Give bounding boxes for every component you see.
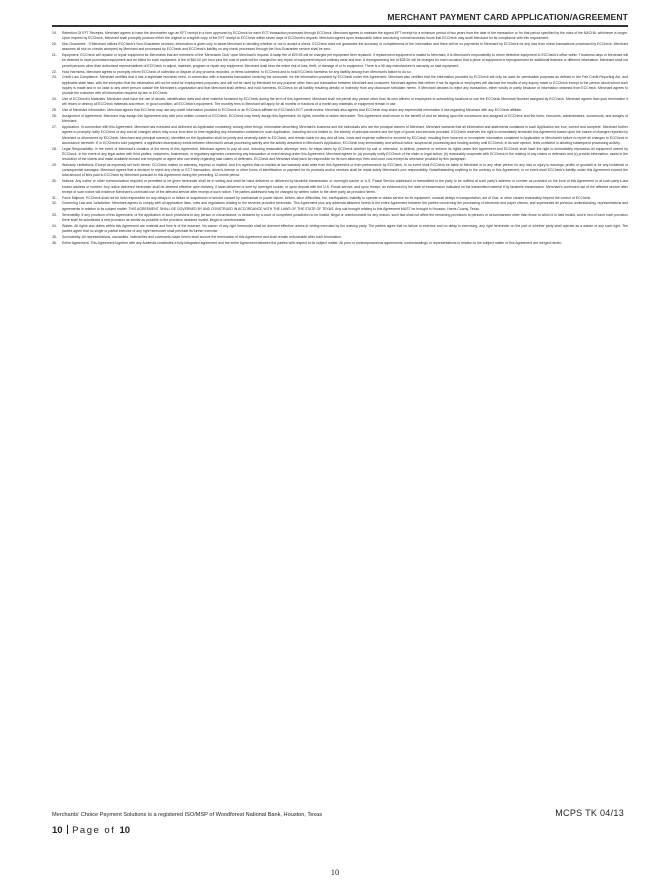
clause-text: Entire Agreement. This Agreement together with any Addenda constitutes a fully integrated agreement and the entire Agreement between the parties with respect to its subject matter. All prior or contemporaneous agreements, understandings or representations in relation to the subject matter of this Agreement are merged herein. xyxy=(62,240,563,245)
clause-number: 34. xyxy=(52,223,57,228)
clause-text: Use of Merchant Information. Merchant agrees that ECCheck may use any credit information provided to ECCheck or an ECCheck affiliate for ECCheck's ECT credit review. Merchant also agrees that ECCheck may share any experiential information it has regarding Merchant with any ECCheck affiliate. xyxy=(62,108,522,113)
clause-text: Governing Law and Jurisdiction. Merchant agrees to comply with all application laws, rules and regulations relating to the services provided hereunder. This Agreement plus any addenda attached hereto is the entire Agreement between the parties concerning the processing of electronic and paper checks, and supersedes all previous understanding, representations and agreements in relation to its subject matter. THIS AGREEMENT SHALL BE GOVERNED BY AND CONSTRUED IN ACCORDANCE WITH THE LAWS OF THE STATE OF TEXAS. Any suit brought relating to this Agreement MUST be brought in Houston, Harris County, Texas. xyxy=(62,201,628,211)
clause-number: 24. xyxy=(52,96,57,101)
page-total: 10 xyxy=(119,825,131,836)
clause-text: Application. In connection with this Agreement, Merchant has executed and delivered an Application containing, among other things, information describing Merchant's business and the individuals who are the principal owners of Merchant. Merchant warrants that all information and statements contained in such Application are true, correct and complete. Merchant further agrees to promptly notify ECCheck of any and all changes which may occur from time to time regarding any information contained in such Application, including but not limited to, the identity of principal owners and the type of goods and services provided. ECCheck reserves the right to immediately terminate this Agreement based upon the nature of changes reported by Merchant or discovered by ECCheck. Merchant and principal owner(s), identified on the Application shall be jointly and severally liable to ECCheck, and remain liable for any and all loss, costs and expense suffered or incurred by ECCheck, resulting from incorrect or incomplete information contained in Application or Merchant's failure to report all changes to ECCheck in accordance herewith. If, in ECCheck's sole judgment, a significant discrepancy exists between Merchant's actual processing activity and the activity described in Merchant's Application, ECCheck may immediately and without notice, suspend all processing and funding activity until ECCheck, in its sole opinion, feels confident in allowing subsequent processing activity. xyxy=(62,125,628,145)
clause-number: 33. xyxy=(52,212,57,217)
clause-text: Waiver. All rights and duties within this Agreement are material and time is of the essence. No waiver of any right hereunder shall be deemed effective unless in writing executed by the waiving party. The parties agree that no failure to exercise and no delay in exercising, any right hereunder on the part of whether party shall operate as a waiver of any such right. The parties agree that no single or partial exercise of any right hereunder shall preclude its further exercise. xyxy=(62,223,628,233)
clause-text: Legal Responsibility. In the event of Merchant's violation of the terms of this Agreement, Merchant agrees to pay all cost, including reasonable attorneys' fees, for steps taken by ECCheck whether by suit or otherwise, to defend, preserve or enforce its rights under this Agreement and ECCheck shall have the right to immediately repossess all equipment owned by ECCheck. In the event of any legal action with third parties, customers, businesses, or regulatory agencies concerning any transaction or event arising under this Agreement, Merchant agrees to: (a) promptly notify ECCheck of the claim or legal action; (b) reasonably cooperate with ECCheck in the making of any claims or defenses and (c) provide information, assist in the resolution of the claims and make available at least one employee or agent who can testify regarding said claims or defenses. ECCheck and Merchant shall each be responsible for its own attorneys' fees and court cost except as otherwise provided by this paragraph. xyxy=(62,146,628,162)
clause-text: Survivability. All representations, warranties, indemnities and covenants made herein shall survive the termination of this Agreement and shall remain enforceable after such termination. xyxy=(62,234,343,239)
clause-item xyxy=(52,53,628,69)
clause-text: Use of ECCheck's Materials. Merchant shall have the use of decals, identification data and other material furnished by ECCheck during the term of this Agreement. Merchant shall not permit any person other than its own officers or employees at subscribing locations to use the ECCheck Merchant Number assigned by ECCheck. Merchant agrees that upon termination it will return or destroy all ECCheck materials and return, in good condition, all ECCheck's equipment. The monthly fees to Merchant will apply for all months or fractions of a month any materials or equipment remain in use. xyxy=(62,96,628,107)
clause-number: 20. xyxy=(52,42,57,47)
clause-text: Force Majeure. ECCheck shall not be held responsible for any delays in or failure of suspension of service caused by mechanical or power failure, strikes, labor difficulties, fire, earthquakes, inability to operate or obtain service for its equipment, unusual delays in transportation, act of God, or other causes reasonably beyond the control of ECCheck. xyxy=(62,195,592,200)
clause-number: 26. xyxy=(52,113,57,118)
clause-item xyxy=(52,201,628,212)
clause-item xyxy=(52,70,628,75)
clause-number: 23. xyxy=(52,75,57,80)
clause-item xyxy=(52,42,628,53)
clause-text: Severability. If any provision of this Agreement, or the application of such provisions to any person or circumstance, is declared by a court of competent jurisdiction to be invalid, illegal or unenforceable for any reason, such fact shall not affect the remaining provisions to persons or circumstances other than those to which it is held invalid, and in lieu of each such provision there shall be substituted a new provision as similar as possible to the provision declared invalid, illegal or unenforceable. xyxy=(62,212,628,222)
clause-text: Notices. Any notice or other communication required or permitted to be given hereunder shall be in writing and shall be hand delivered or delivered by facsimile transmission or overnight courier or U.S. Postal Service addressed or transmitted to the party to be notified at such party's address or number as provided on the front of this Agreement or at such party's last known address or number. Any notice delivered hereunder shall be deemed effective upon delivery, if hand delivered or sent by overnight courier, or upon deposit with the U.S. Postal service, and upon receipt, as evidenced by the date of transmission indicated on the transmitted material if by facsimile transmission. Merchant's continued use of the affected service after receipt of such notice will evidence Merchant's continued use of the affected service after receipt of such notice. The parties addressed may be changed by written notice to the other party as provided herein. xyxy=(62,179,628,194)
page-number: 10 xyxy=(330,867,340,877)
clause-number: 25. xyxy=(52,108,57,113)
clause-text: Assignment of Agreement. Merchant may assign this Agreement only with prior written consent of ECCheck. ECCheck may freely assign this Agreement, its rights, benefits of duties hereunder. This Agreement shall insure to the benefit of and be binding upon the successors and assigned of ECCheck and the heirs, executors, administrators, successors, and assigns of Merchant. xyxy=(62,113,628,124)
clause-number: 19. xyxy=(52,31,57,35)
clause-text: Equipment. ECCheck will replace or repair equipment for Merchants that are members of the 'Merchants Club' upon Merchant's request. A swap fee of $29.95 will be charged per equipment item replaced. If replacement equipment is mailed to Merchant, it is Merchant's responsibility to return defective equipment to ECCheck's office within 7 business days or Merchant will be deemed to have purchased equipment and be billed for such equipment. A fee of $40.00 per hour plus the cost of parts will be charged for any repair of equipment beyond ordinary wear and tear. A reprogramming fee of $25.00 will be charged for each occasion that a piece of equipment is reprogrammed for additional features or different information. Merchant shall not permit persons other than authorized representatives of ECCheck to adjust, maintain, program or repair any equipment. Merchant shall bear the entire risk of loss, theft, or damage of or to equipment. There is a 90-day manufacturer's warranty on said equipment. xyxy=(62,53,628,68)
clause-item xyxy=(52,179,628,195)
clause-item xyxy=(52,114,628,125)
title-divider xyxy=(52,25,628,27)
clause-item xyxy=(52,163,628,179)
clause-number: 30. xyxy=(52,179,57,184)
clause-number: 29. xyxy=(52,162,57,167)
clause-item xyxy=(52,147,628,163)
clause-item xyxy=(52,97,628,108)
page-separator xyxy=(67,825,69,834)
clause-item xyxy=(52,224,628,235)
clause-number: 28. xyxy=(52,146,57,151)
page-label: Page of xyxy=(72,825,116,836)
page-indicator xyxy=(52,825,130,836)
clause-item xyxy=(52,196,628,201)
page-current: 10 xyxy=(52,825,63,836)
clause-item xyxy=(52,108,628,113)
clause-number: 27. xyxy=(52,125,57,129)
form-code: MCPS TK 04/13 xyxy=(555,808,624,818)
clause-item xyxy=(52,125,628,146)
clause-number: 32. xyxy=(52,201,57,206)
clause-number: 21. xyxy=(52,53,57,58)
clause-item xyxy=(52,235,628,240)
clause-text: Hold Harmless. Merchant agrees to promptly inform ECCheck of collection or dispute of any process recorded, or items submitted, to ECCheck and to hold ECCheck harmless for any liability arising from Merchant's failure to do so. xyxy=(62,69,412,74)
clause-number: 31. xyxy=(52,195,57,200)
clause-text: Non-Guarantee . If Merchant utilizes ECCheck's Non-Guarantee services, information is given only to assist Merchant in deciding whether or not to accept a check. ECCheck does not guarantee the accuracy or completeness of the information and there will be no payments to Merchant by ECCheck for any loss from check transactions processed by ECCheck. Merchant assumes all risk on checks accepted by Merchant and processed by ECCheck and ECCheck's liability on any check processed through the Non-Guarantee service shall be zero. xyxy=(62,42,628,52)
clause-item xyxy=(52,75,628,96)
clause-item xyxy=(52,31,628,42)
clause-number: 22. xyxy=(52,69,57,74)
clause-item xyxy=(52,241,628,246)
clause-text: Retention Of EFT Receipts. Merchant agrees to have the checkwriter sign an EFT receipt in a form approved by ECCheck for each ECT transaction processed through ECCheck. Merchant agrees to maintain the signed EFT receipt for a minimum period of two years from the date of the transaction or for that period specified by the rules of the NACHA, whichever is longer. Upon request by ECCheck, Merchant shall promptly produce either the original or a legible copy of the EFT receipt to ECCheck within seven days of ECCheck's request. Merchant agrees upon reasonable notice and during normal business hours that ECCheck may audit Merchant for its compliance with this requirement. xyxy=(62,31,628,41)
clause-text: Credit Law Compliance. Merchant certifies that it has a legitimate business need, in connection with a business transaction involving the consumer, for the information provided by ECCheck under this Agreement. Merchant also certifies that the information provided by ECCheck will only be used for permissible purposes as defined in the Fair Credit Reporting Act, and applicable state laws, with the exception that the information will not be used for employment purposes, and will not be used by Merchant for any purpose other than one transaction between Merchant and consumer. Merchant agrees that neither it nor its agents or employees will disclose the results of any inquiry made to ECCheck except to the person about whom such inquiry is made and in no case to any other person outside the Merchant's organization and that Merchant shall defend, and hold harmless, ECCheck for all liability resulting directly or indirectly from any disclosure forbidden herein. If Merchant decides to reject any transaction, either wholly or partly because of information obtained from ECCheck, Merchant agrees to provide the customer with all information required by law or ECCheck. xyxy=(62,75,628,96)
clause-number: 36. xyxy=(52,240,57,245)
document-title: MERCHANT PAYMENT CARD APPLICATION/AGREEMENT xyxy=(387,12,628,22)
clause-item xyxy=(52,213,628,224)
clause-text: Warranty Limitations. Except as expressly set forth herein, ECCheck makes no warranty, express or implied, and it is agreed that no implied at law warranty shall arise from this Agreement or from performance by ECCheck. In no event shall ECCheck be liable to Merchant or to any other person for any loss or injury to earnings, profits or goodwill or for any incidental or consequential damages. Merchant agrees that a decision to reject any check or ECT transaction, driver's license or other forms of identification or payment for its products and/or services shall be made solely Merchant's own responsibility. Notwithstanding anything to the contrary in this Agreement, in no event shall ECCheck's liability under this Agreement exceed the total amount of fees paid to ECCheck by Merchant pursuant to this Agreement during the preceding 12-month period. xyxy=(62,162,628,178)
footer-disclaimer: Merchants' Choice Payment Solutions is a registered ISO/MSP of Woodforest National Bank, Houston, Texas xyxy=(52,812,323,818)
clause-number: 35. xyxy=(52,234,57,239)
clause-list xyxy=(52,31,628,246)
